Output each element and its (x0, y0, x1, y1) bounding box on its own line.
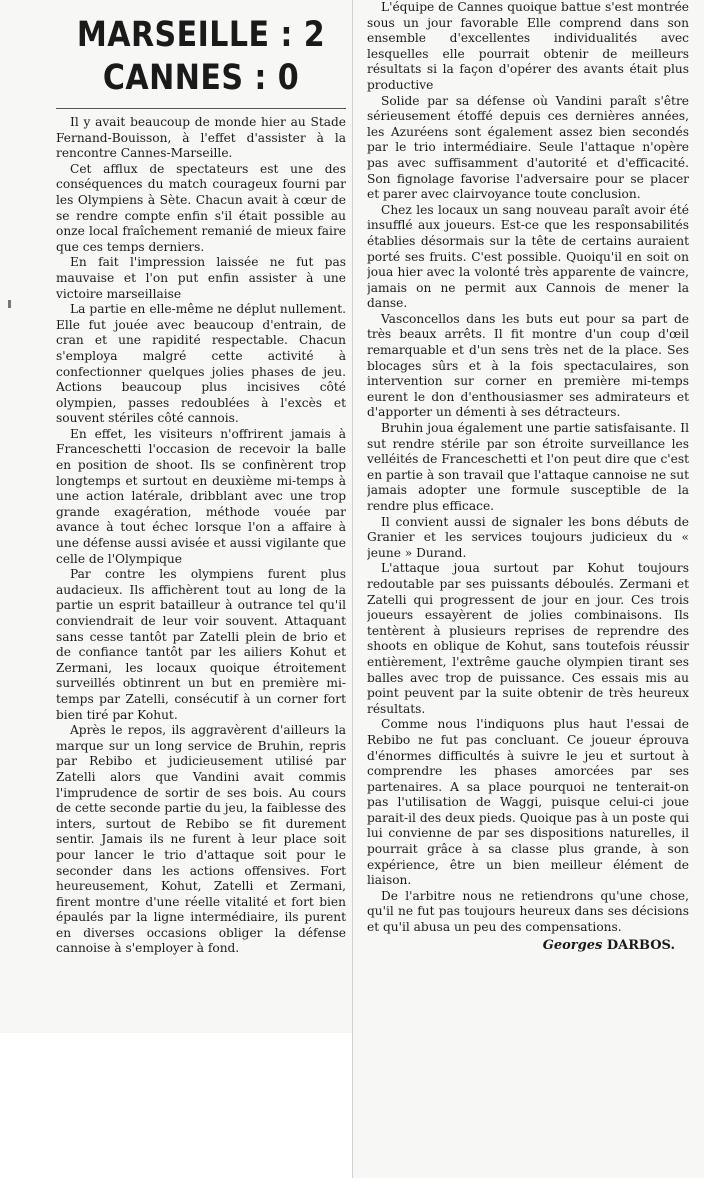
left-paragraph-1: Il y avait beaucoup de monde hier au Stade Fernand-Bouisson, à l'effet d'assister à la rencontre Cannes-Marseille. (56, 115, 346, 161)
left-paragraph-6: Par contre les olympiens furent plus audacieux. Ils affichèrent tout au long de la partie un esprit batailleur à outrance tel qu'il conviendrait de leur voir souvent. Attaquant sans cesse tantôt par Zatelli plein de brio et de confiance tantôt par les ailiers Kohut et Zermani, les locaux quoique étroitement surveillés obtinrent un but en première mi-temps par Zatelli, consécutif à un corner fort bien tiré par Kohut. (56, 567, 346, 722)
byline (367, 938, 689, 953)
left-column (56, 0, 346, 1033)
right-paragraph-4: Vasconcellos dans les buts eut pour sa part de très beaux arrêts. Il fit montre d'un coup d'œil remarquable et d'un sens très net de la place. Ses blocages sûrs et à la fois spectaculaires, son intervention sur corner en première mi-temps eurent le don d'enthousiasmer ses admirateurs et d'apporter un démenti à ses détracteurs. (367, 311, 689, 420)
right-clipping (352, 0, 704, 1178)
right-paragraph-1: L'équipe de Cannes quoique battue s'est montrée sous un jour favorable Elle comprend dans son ensemble d'excellentes individualités avec lesquelles elle pourrait obtenir de meilleurs résultats si la façon d'opérer des avants était plus productive (367, 0, 689, 92)
left-paragraph-3: En fait l'impression laissée ne fut pas mauvaise et l'on put enfin assister à une victoire marseillaise (56, 255, 346, 301)
right-paragraph-2: Solide par sa défense où Vandini paraît s'être sérieusement étoffé depuis ces dernières années, les Azuréens sont également assez bien secondés par le trio intermédiaire. Seule l'attaque n'opère pas avec suffisamment d'autorité et d'efficacité. Son fignolage favorise l'adversaire pour se placer et parer avec clairvoyance toute conclusion. (367, 93, 689, 202)
headline-rule (56, 108, 346, 109)
headline-line-1: MARSEILLE : 2 (76, 15, 326, 55)
byline-first-name: Georges (542, 937, 603, 953)
right-paragraph-8: Comme nous l'indiquons plus haut l'essai de Rebibo ne fut pas concluant. Ce joueur éprouva d'énormes difficultés à suivre le jeu et surtout à comprendre les phases amorcées par ses partenaires. A sa place pourquoi ne tenterait-on pas l'utilisation de Waggi, puisque celui-ci joue parait-il des deux pieds. Quoique pas à un poste qui lui convienne de par ses dispositions naturelles, il pourrait grâce à sa classe plus grande, à son expérience, être un bien meilleur élément de liaison. (367, 717, 689, 888)
headline-line-2: CANNES : 0 (102, 58, 300, 98)
left-clipping (0, 0, 353, 1033)
right-paragraph-5: Bruhin joua également une partie satisfaisante. Il sut rendre stérile par son étroite surveillance les velléités de Franceschetti et l'on peut dire que c'est en partie à son travail que l'attaque cannoise ne sut jamais adopter une formule susceptible de la rendre plus efficace. (367, 421, 689, 513)
right-paragraph-6: Il convient aussi de signaler les bons débuts de Granier et les services toujours judicieux du « jeune » Durand. (367, 514, 689, 560)
right-paragraph-9: De l'arbitre nous ne retiendrons qu'une chose, qu'il ne fut pas toujours heureux dans ses décisions et qu'il abusa un peu des compensations. (367, 888, 689, 935)
left-paragraph-2: Cet afflux de spectateurs est une des conséquences du match courageux fourni par les Olympiens à Sète. Chacun avait à cœur de se rendre compte enfin s'il était possible au onze local fraîchement remanié de mieux faire que ces temps derniers. (56, 161, 346, 254)
byline-last-name: DARBOS. (606, 937, 675, 953)
headline (56, 0, 346, 100)
left-paragraph-5: En effet, les visiteurs n'offrirent jamais à Franceschetti l'occasion de recevoir la balle en position de shoot. Ils se confinèrent trop longtemps et surtout en deuxième mi-temps à une action latérale, dribblant avec une trop grande exagération, méthode vouée par avance à tout échec lorsque l'on a affaire à une défense aussi avisée et aussi vigilante que celle de l'Olympique (56, 426, 346, 566)
left-paragraph-7: Après le repos, ils aggravèrent d'ailleurs la marque sur un long service de Bruhin, repris par Rebibo et judicieusement utilisé par Zatelli alors que Vandini avait commis l'imprudence de sortir de ses bois. Au cours de cette seconde partie du jeu, la faiblesse des inters, surtout de Rebibo se fit durement sentir. Jamais ils ne furent à leur place soit pour lancer le trio d'attaque soit pour le seconder dans les actions offensives. Fort heureusement, Kohut, Zatelli et Zermani, firent montre d'une réelle vitalité et fort bien épaulés par la ligne intermédiaire, ils purent en diverses occasions obliger la défense cannoise à s'employer à fond. (56, 723, 346, 956)
left-paragraph-4: La partie en elle-même ne déplut nullement. Elle fut jouée avec beaucoup d'entrain, de cran et une rapidité respectable. Chacun s'employa malgré cette activité à confectionner quelques jolies phases de jeu. Actions beaucoup plus incisives côté olympien, passes redoublées à l'excès et souvent stériles côté cannois. (56, 302, 346, 426)
right-paragraph-7: L'attaque joua surtout par Kohut toujours redoutable par ses puissants déboulés. Zermani et Zatelli qui progressent de jour en jour. Ces trois joueurs essayèrent de jolies combinaisons. Ils tentèrent à plusieurs reprises de reprendre des shoots en oblique de Kohut, sans toutefois réussir entièrement, l'extrême gauche olympien tirant ses balles avec trop de puissance. Ces essais mis au point peuvent par la suite obtenir de très heureux résultats. (367, 561, 689, 716)
right-paragraph-3: Chez les locaux un sang nouveau paraît avoir été insufflé aux joueurs. Est-ce que les responsabilités établies désormais sur la tête de certains auraient porté ses fruits. C'est possible. Quoiqu'il en soit on joua hier avec la volonté très apparente de vaincre, jamais on ne permit aux Cannois de mener la danse. (367, 202, 689, 311)
margin-mark (8, 300, 11, 308)
right-column (367, 0, 689, 1178)
